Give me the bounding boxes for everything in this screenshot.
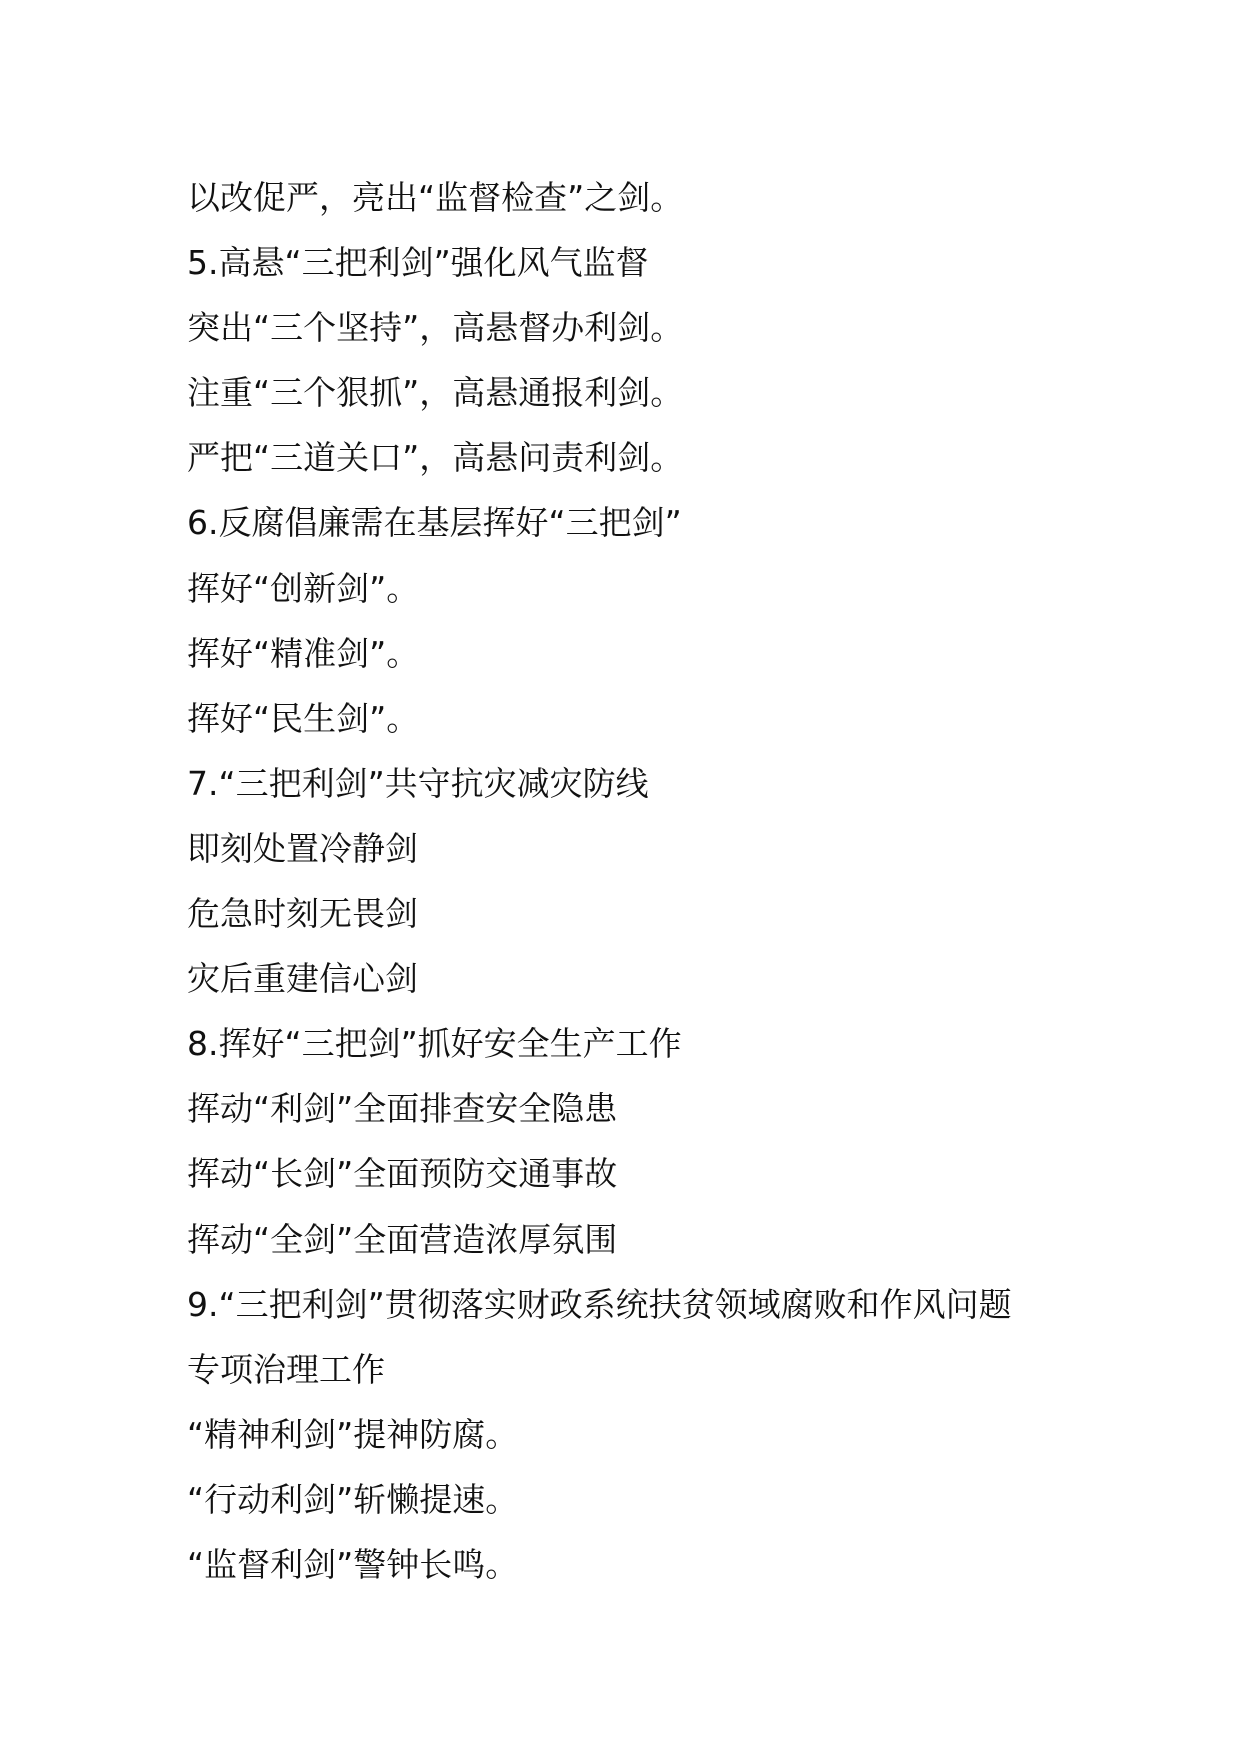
text-line: 挥好“民生剑”。 — [187, 698, 420, 738]
text-line: 挥动“利剑”全面排查安全隐患 — [187, 1089, 618, 1129]
section-heading: 5.高悬“三把利剑”强化风气监督 — [187, 243, 649, 283]
text-line: 突出“三个坚持”，高悬督办利剑。 — [187, 308, 684, 348]
section-heading-continued: 专项治理工作 — [187, 1349, 385, 1389]
section-heading: 7.“三把利剑”共守抗灾减灾防线 — [187, 763, 649, 803]
section-heading: 6.反腐倡廉需在基层挥好“三把剑” — [187, 503, 682, 543]
text-line: 即刻处置冷静剑 — [187, 828, 418, 868]
text-line: 挥好“创新剑”。 — [187, 568, 420, 608]
text-line: 灾后重建信心剑 — [187, 959, 418, 999]
text-line: 挥动“全剑”全面营造浓厚氛围 — [187, 1219, 618, 1259]
text-line: “精神利剑”提神防腐。 — [187, 1414, 519, 1454]
text-line: 以改促严，亮出“监督检查”之剑。 — [187, 178, 684, 217]
text-line: “监督利剑”警钟长鸣。 — [187, 1544, 519, 1584]
text-line: 挥动“长剑”全面预防交通事故 — [187, 1154, 618, 1194]
section-heading: 8.挥好“三把剑”抓好安全生产工作 — [187, 1024, 682, 1064]
section-heading: 9.“三把利剑”贯彻落实财政系统扶贫领域腐败和作风问题 — [187, 1284, 1012, 1324]
text-line: “行动利剑”斩懒提速。 — [187, 1479, 519, 1519]
text-line: 严把“三道关口”，高悬问责利剑。 — [187, 438, 684, 478]
document-body — [187, 165, 1087, 1597]
text-line: 注重“三个狠抓”，高悬通报利剑。 — [187, 373, 684, 413]
text-line: 挥好“精准剑”。 — [187, 633, 420, 673]
text-line: 危急时刻无畏剑 — [187, 894, 418, 934]
